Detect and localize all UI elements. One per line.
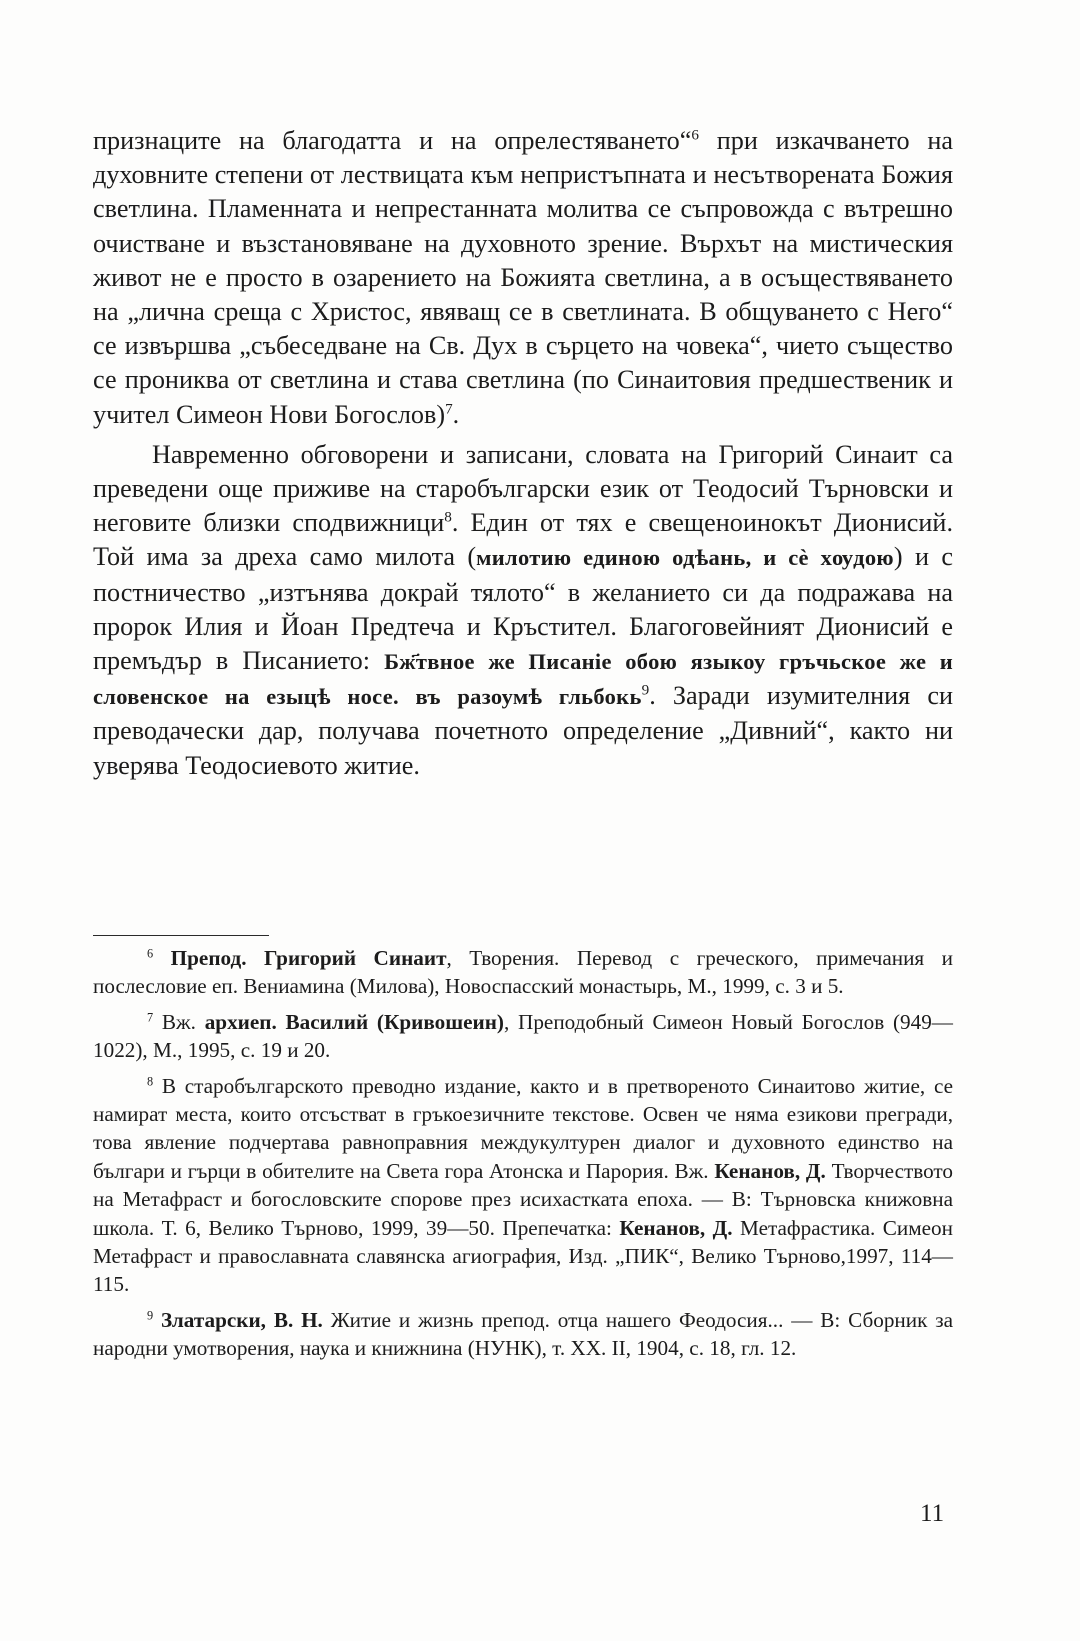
footnote-ref-8: 8	[444, 508, 452, 526]
footnote-6: $^6$ Препод. Григорий Синаит, Творения. Перевод с греческого, примечания и послесловие еп. Вениамина (Милова), Новоспасский монастырь, М., 1999, с. 3 и 5.	[93, 946, 954, 999]
old-bulgarian-quote-1: милотию единою одѣань, и сѐ хѹдою	[476, 545, 894, 571]
footnote-ref-9: 9	[641, 681, 650, 699]
paragraph-2: Навременно обговорени и записани, словата на Григорий Синаит са преведени още приживе на старобългарски език от Теодосий Търновски и неговите близки сподвижници$^8$. Един от тях е свещеноинокът Дионисий. Той има за дреха само милота (милотию единою одѣань, и сѐ хѹдою) и с постничество „изтънява докрай тялото“ в желанието си да подражава на пророк Илия и Йоан Предтеча и Кръстител. Благоговейният Дионисий е премъдър в Писанието: Бж҃твное же Писаніе обою языкоу гръчьское же и словенское на езыцѣ носе. въ разоумѣ гльбокь$^9$. Заради изумителния си преводачески дар, получава почетното определение „Дивний“, както ни уверява Теодосиевото житие.	[93, 439, 953, 780]
footnote-8: $^8$ В старобългарското преводно издание, както и в претвореното Синаитово житие, се намират места, които отсъстват в гръкоезичните текстове. Освен че няма езикови прегради, това явление подчертава равноправния междукултурен диалог и духовното единство на българи и гърци в обителите на Света гора Атонска и Парория. Вж. Кенанов, Д. Творчеството на Метафраст и богословските спорове през исихастката епоха. — В: Търновска книжовна школа. Т. 6, Велико Търново, 1999, 39—50. Препечатка: Кенанов, Д. Метафрастика. Симеон Метафраст и православната славянска агиография, Изд. „ПИК“, Велико Търново,1997, 114—115.	[93, 1073, 954, 1297]
footnote-separator	[93, 935, 269, 936]
paragraph-1: признаците на благодатта и на опрелестяването“$^6$ при изкачването на духовните степени от лествицата към непристъпната и несътворената Божия светлина. Пламенната и непрестанната молитва се съпровожда с вътрешно очистване и възстановяване на духовното зрение. Върхът на мистическия живот не е просто в озарението на Божията светлина, а в осъществяването на „лична среща с Христос, явяващ се в светлината. В общуването с Него“ се извършва „събеседване на Св. Дух в сърцето на човека“, чието същество се прониква от светлина и става светлина (по Синаитовия предшественик и учител Симеон Нови Богослов)$^7$.	[93, 126, 953, 429]
footnote-ref-7: 7	[445, 400, 453, 418]
footnote-ref-6: 6	[691, 126, 699, 144]
main-text	[93, 124, 953, 783]
old-bulgarian-quote-2: Бж҃твное же Писаніе обою языкоу гръчьское же и словенское на езыцѣ носе. въ разоумѣ гльбокь	[93, 649, 953, 710]
footnote-7: $^7$ Вж. архиеп. Василий (Кривошеин), Преподобный Симеон Новый Богослов (949—1022), М., 1995, с. 19 и 20.	[93, 1009, 953, 1063]
footnote-9: $^9$ Златарски, В. Н. Житие и жизнь препод. отца нашего Феодосия... — В: Сборник за народни умотворения, наука и книжнина (НУНК), т. XX. II, 1904, с. 18, гл. 12.	[93, 1307, 954, 1361]
footnotes	[93, 944, 953, 1370]
page-number: 11	[920, 1500, 945, 1527]
